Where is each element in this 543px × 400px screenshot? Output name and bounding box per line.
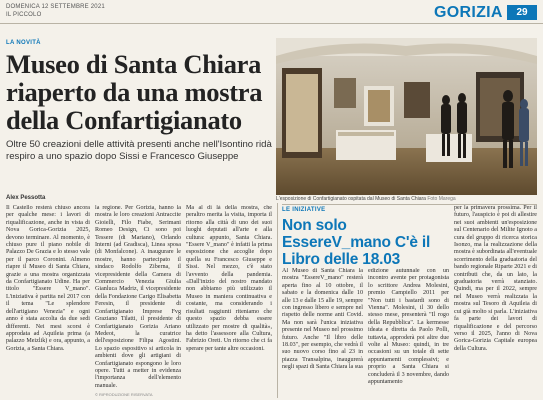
caption-text: L'esposizione di Confartigianato ospitata dal Museo di Santa Chiara [276, 196, 426, 202]
paper-name: IL PICCOLO [6, 12, 42, 18]
page-number: 29 [507, 5, 537, 20]
article-kicker: LA NOVITÀ [6, 40, 41, 46]
article-deck: Oltre 50 creazioni delle attività presenti anche nell'Isontino ridà respiro a uno spazio dopo Sissi e Francesco Giuseppe [6, 139, 272, 162]
sidebar-column-1: Al Museo di Santa Chiara la mostra "EssereV_mano" resterà aperta fino al 10 ottobre, il sabato e la domenica dalle 10 alle 13 e dalle 15 alle 19, sempre con ingresso libero e sempre nel rispetto delle norme anti Covid. Ma non sarà l'unica iniziativa presente nel Museo nel prossimo futuro. Anche "Il libro delle 18.03", per esempio, che vedrà il suo nuovo corso fino al 23 in piazza Transalpina, inaugurerà negli spazi di Santa Chiara la sua [282, 268, 363, 371]
article-column-2: la regione. Per Gorizia, hanno la mostra le loro creazioni Antraccite Gioielli, Filo Fiabe, Serimani Romeo Design, Ci sono poi Tessere (di Mariano), Orlando Interni (ad Gradisca), Linea sposa (di Monfalcone). A inaugurare le mostre, hanno partecipato il sindaco Rodolfo Ziberna, il vicepresidente della Camera di Commercio Venezia Giulia Gianluca Madriz, il vicepresidente della Fondazione Carigo Elisabetta Feresin, il presidente di Confartigianato Imprese Fvg Graziano Tilatti, il presidente di Confartigianato Gorizia Ariano Medeot, la curatrice dell'esposizione Filipa Agostini. Lo spazio espositivo si articola in ambienti dove gli artigiani di Confartigianato espongono le loro opere. Tutti a metter in evidenza l'importanza dell'elemento manuale. [95, 205, 181, 389]
photo-caption [276, 196, 537, 202]
date: DOMENICA 12 SETTEMBRE 2021 [6, 4, 105, 10]
sidebar-column-2: edizione autunnale con un incontro avente per protagonista lo scrittore Andrea Molesini, premio Campiello 2011 per "Non tutti i bastardi sono di Vienna". Molesini, il 30 dello stesso mese, presenterà "Il rogo della Repubblica". La kermesse ideata e diretta da Paolo Polli, tuttavia, approderà poi altre due volte al Museo: quindi, in tre occasioni su un totale di sette appuntamenti complessivi; e proprio a Santa Chiara si concluderà il 3 novembre, dando appuntamento [368, 268, 449, 386]
article-column-1: Il Castello resterà chiuso ancora per qualche mese: i lavori di riqualificazione, anche in vista di Nova Gorica-Gorizia 2025, devono terminare. Al momento, è chiuso pure il piano nobile di Palazzo De Grazia e lo stesso vale per il parco Coronini. Almeno riapre il Museo di Santa Chiara, grazie a una mostra organizzata da Confartigianato Udine. Ha per titolo "Essere V_mano". L'iniziativa è partita nel 2017 con il tema "Le splendore dell'artigiano Veneziа" e ogni anno è stata accolta da due sedi differenti. Nei mesi scorsi è approdata ad Aquileia prima (a palazzo Meizlik) e ora, appunto, a Gorizia, a Santa Chiara. [6, 205, 90, 352]
copyright-note: © RIPRODUZIONE RISERVATA [95, 392, 153, 397]
sidebar-headline: Non solo EssereV_mano C'è il Libro delle 18.03 [282, 217, 431, 268]
page-header [0, 0, 543, 24]
article-photo [276, 38, 537, 195]
sidebar-column-3: per la primavera prossima. Per il futuro, l'auspicio è poi di allestire nei suoi ambienti un'esposizione sul Centenario del Milite Ignoto a cura del gruppo di ricerca storica Isonzo, ma la realizzazione della mostra è subordinata all'eventuale scorrimento della graduatoria del bando regionale Riparte 2021 e di contributi che, da un lato, la graduatoria verrà stanziato. Quindi, ma per il 2022, sempre nel Museo verrà realizzata la mostra sul Tesoro di Aquileia di cui già molto si parla. L'iniziativa fa parte dei lavori di riqualificazione e del percorso verso il 2025, l'anno di Nova Gorica-Gorizia Capitale europea della Cultura. [454, 205, 537, 352]
exhibition-photo-illustration [276, 38, 537, 195]
sidebar-kicker: LE INIZIATIVE [282, 207, 326, 213]
byline: Alex Pessotta [6, 195, 46, 201]
column-divider [277, 203, 278, 398]
dateline [6, 3, 105, 19]
section-title: GORIZIA [434, 4, 503, 21]
article-column-3: Ma al di là della mostra, che peraltro merita la visita, importa il ritorno alla città di uno dei suoi luoghi deputati all'arte e alla cultura: appunto, Santa Chiara. "Essere V_mano" è infatti la prima esposizione che accoglie dopo quella su Francesco Giuseppe e Sissi. Nel mezzo, c'è stato l'avvento della pandemia. «Dall'inizio del nostro mandato non abbiamo più utilizzato il Museo in maniera continuativa e costante, ma considerando i risultati raggiunti riteniamo che questo spazio debba essere utilizzato per mostre di qualità», ha detto l'assessore alla Cultura, Fabrizio Oreti. Un ritorno che ci fa sperare per tante altre occasioni. [186, 205, 272, 352]
caption-credit: Foto Marega [427, 196, 456, 202]
article-headline: Museo di Santa Chiara riaperto da una mostra della Confartigianato [6, 49, 263, 135]
